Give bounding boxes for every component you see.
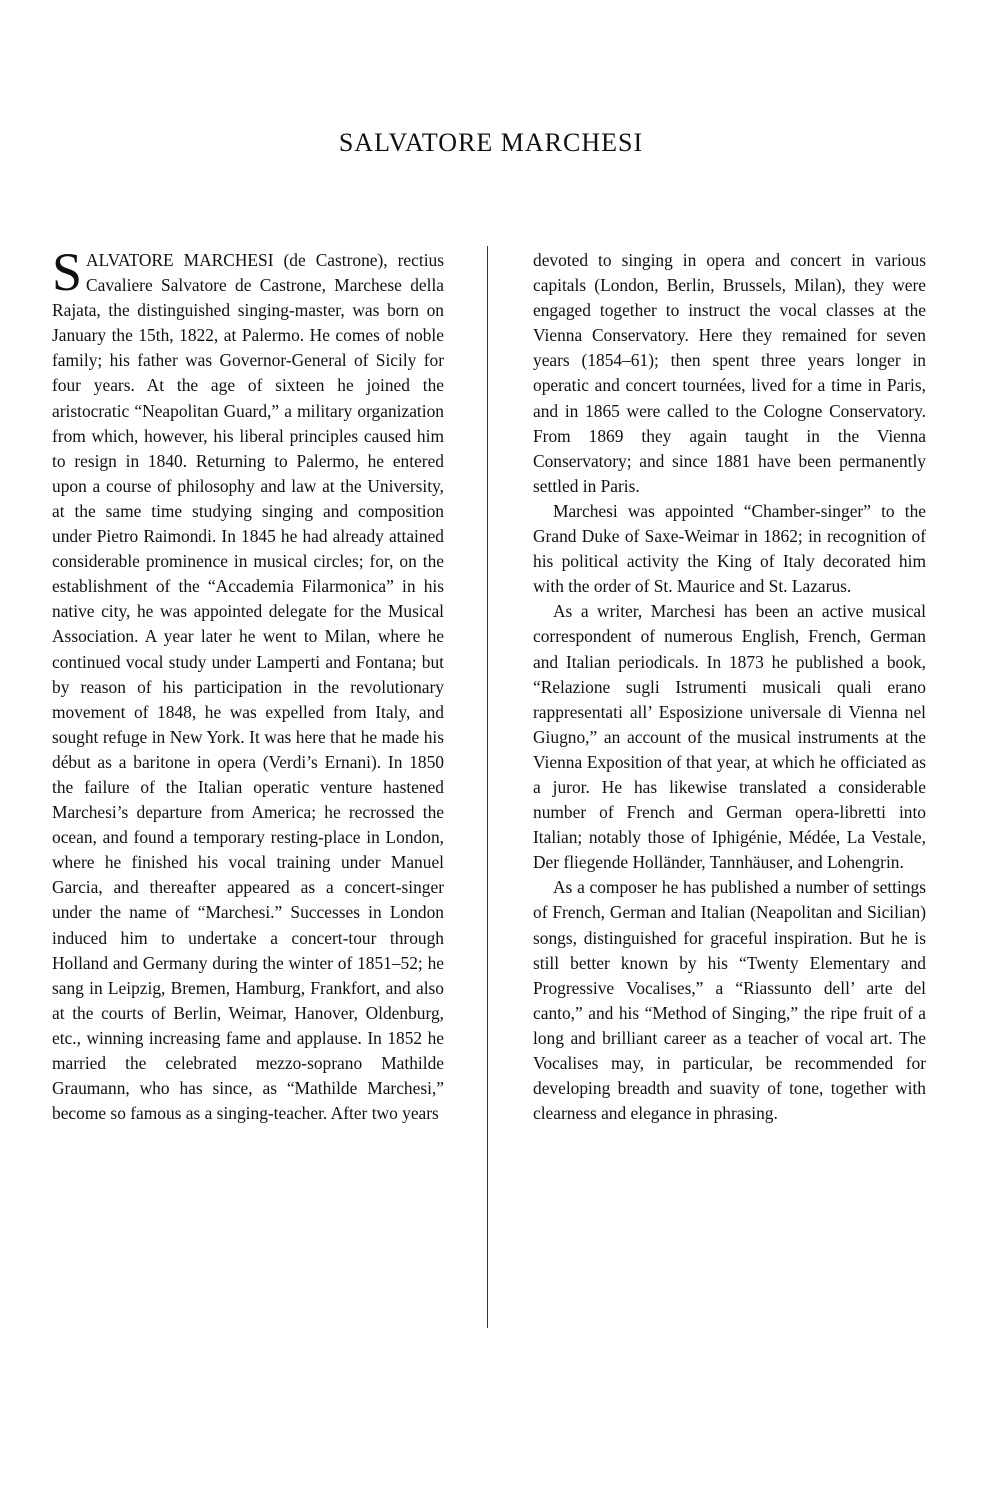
drop-cap: S	[52, 242, 83, 302]
paragraph: As a writer, Marchesi has been an active musical correspondent of numerous English, French, German and Italian periodicals. In 1873 he published a book, “Relazione sugli Istrumenti musicali quali erano rappresentati all’ Esposizione universale di Vienna nel Giugno,” an account of the musical instruments at the Vienna Exposition of that year, at which he officiated as a juror. He has likewise translated a considerable number of French and German opera-libretti into Italian; notably those of Iphigénie, Médée, La Vestale, Der fliegende Holländer, Tannhäuser, and Lohengrin.	[533, 601, 926, 873]
paragraph: devoted to singing in opera and concert in various capitals (London, Berlin, Brussels, Milan), they were engaged together to instruct the vocal classes at the Vienna Conservatory. Here they remained for seven years (1854–61); then spent three years longer in operatic and concert tournées, lived for a time in Paris, and in 1865 were called to the Cologne Conservatory. From 1869 they again taught in the Vienna Conservatory; and since 1881 have been permanently settled in Paris.	[533, 250, 926, 496]
paragraph	[52, 242, 444, 1126]
page-title: SALVATORE MARCHESI	[338, 128, 644, 157]
column-divider	[487, 246, 488, 1328]
paragraph: As a composer he has published a number of settings of French, German and Italian (Neapolitan and Sicilian) songs, distinguished for graceful inspiration. But he is still better known by his “Twenty Elementary and Progressive Vocalises,” a “Riassunto dell’ arte del canto,” and his “Method of Singing,” the ripe fruit of a long and brilliant career as a teacher of vocal art. The Vocalises may, in particular, be recommended for developing breadth and suavity of tone, together with clearness and elegance in phrasing.	[533, 877, 926, 1124]
right-column	[533, 248, 926, 1126]
paragraph: Marchesi was appointed “Chamber-singer” to the Grand Duke of Saxe-Weimar in 1862; in recognition of his political activity the King of Italy decorated him with the order of St. Maurice and St. Lazarus.	[533, 500, 926, 597]
left-column	[52, 242, 444, 1126]
paragraph-text: ALVATORE MARCHESI (de Castrone), rectius Cavaliere Salvatore de Castrone, Marchese della Rajata, the distinguished singing-master, was born on January the 15th, 1822, at Palermo. He comes of noble family; his father was Governor-General of Sicily for four years. At the age of sixteen he joined the aristocratic “Neapolitan Guard,” a military organization from which, however, his liberal principles caused him to resign in 1840. Returning to Palermo, he entered upon a course of philosophy and law at the University, at the same time studying singing and composition under Pietro Raimondi. In 1845 he had already attained considerable prominence in musical circles; for, on the establishment of the “Accademia Filarmonica” in his native city, he was appointed delegate for the Musical Association. A year later he went to Milan, where he continued vocal study under Lamperti and Fontana; but by reason of his participation in the revolutionary movement of 1848, he was expelled from Italy, and sought refuge in New York. It was here that he made his début as a baritone in opera (Verdi’s Ernani). In 1850 the failure of the Italian operatic venture hastened Marchesi’s departure from America; he recrossed the ocean, and found a temporary resting-place in London, where he finished his vocal training under Manuel Garcia, and thereafter appeared as a concert-singer under the name of “Marchesi.” Successes in London induced him to undertake a concert-tour through Holland and Germany during the winter of 1851–52; he sang in Leipzig, Bremen, Hamburg, Frankfort, and also at the courts of Berlin, Weimar, Hanover, Oldenburg, etc., winning increasing fame and applause. In 1852 he married the celebrated mezzo-soprano Mathilde Graumann, who has since, as “Mathilde Marchesi,” become so famous as a singing-teacher. After two years	[52, 250, 444, 1124]
